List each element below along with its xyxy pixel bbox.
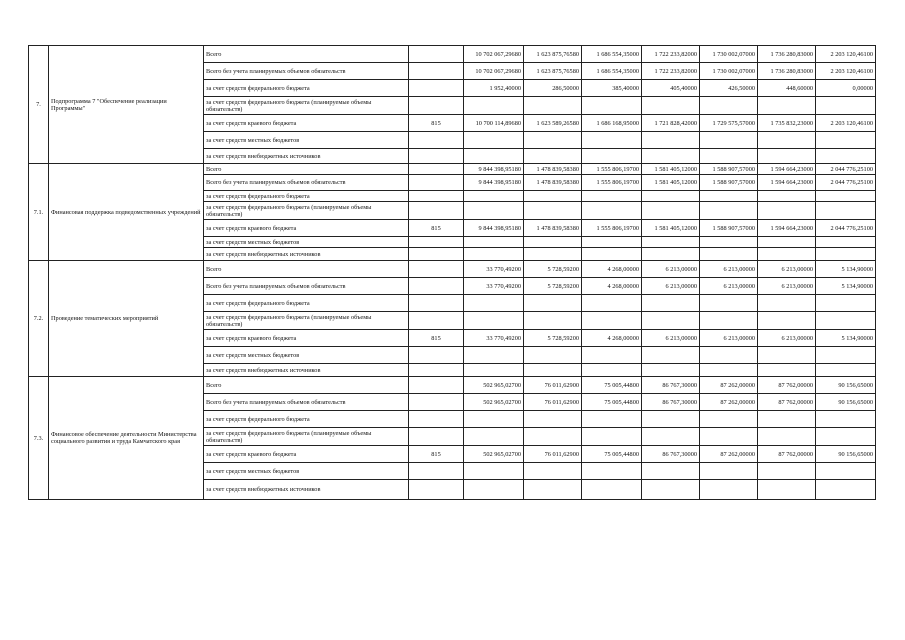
total-amount-cell xyxy=(464,411,524,428)
row-label: за счет средств краевого бюджета xyxy=(204,220,409,237)
year-amount-cell xyxy=(700,411,758,428)
total-amount-cell: 33 770,49200 xyxy=(464,261,524,278)
row-label: за счет средств местных бюджетов xyxy=(204,132,409,149)
total-amount-cell xyxy=(464,202,524,220)
year-amount-cell: 1 581 405,12000 xyxy=(642,164,700,175)
year-amount-cell xyxy=(524,347,582,364)
year-amount-cell xyxy=(816,364,876,377)
year-amount-cell xyxy=(642,191,700,202)
budget-table xyxy=(28,45,876,500)
year-amount-cell xyxy=(816,411,876,428)
section-name: Финансовая поддержка подведомственных учреждений xyxy=(49,164,204,261)
section-code: 7.1. xyxy=(29,164,49,261)
section-code: 7.3. xyxy=(29,377,49,500)
year-amount-cell: 87 762,00000 xyxy=(758,446,816,463)
total-amount-cell xyxy=(464,463,524,480)
year-amount-cell: 1 478 839,58380 xyxy=(524,164,582,175)
year-amount-cell xyxy=(816,463,876,480)
table-row xyxy=(29,46,876,63)
year-amount-cell: 5 728,59200 xyxy=(524,278,582,295)
row-label: за счет средств внебюджетных источников xyxy=(204,364,409,377)
total-amount-cell xyxy=(464,295,524,312)
year-amount-cell xyxy=(524,463,582,480)
year-amount-cell xyxy=(642,463,700,480)
row-label: Всего xyxy=(204,261,409,278)
year-amount-cell: 5 728,59200 xyxy=(524,330,582,347)
total-amount-cell: 502 965,02700 xyxy=(464,446,524,463)
year-amount-cell: 5 134,90000 xyxy=(816,278,876,295)
year-amount-cell: 86 767,30000 xyxy=(642,377,700,394)
year-amount-cell: 5 134,90000 xyxy=(816,261,876,278)
year-amount-cell: 405,40000 xyxy=(642,80,700,97)
row-label: за счет средств федерального бюджета (планируемые объемы обязательств) xyxy=(204,428,409,446)
year-amount-cell xyxy=(582,191,642,202)
row-label: за счет средств местных бюджетов xyxy=(204,463,409,480)
year-amount-cell xyxy=(700,237,758,248)
total-amount-cell: 9 844 398,95180 xyxy=(464,175,524,191)
total-amount-cell: 9 844 398,95180 xyxy=(464,220,524,237)
year-amount-cell xyxy=(700,202,758,220)
row-label: Всего без учета планируемых объемов обязательств xyxy=(204,63,409,80)
year-amount-cell: 1 721 828,42000 xyxy=(642,115,700,132)
year-amount-cell xyxy=(582,347,642,364)
year-amount-cell xyxy=(642,248,700,261)
year-amount-cell: 5 134,90000 xyxy=(816,330,876,347)
year-amount-cell: 5 728,59200 xyxy=(524,261,582,278)
year-amount-cell xyxy=(758,463,816,480)
row-label: Всего xyxy=(204,164,409,175)
row-label: за счет средств внебюджетных источников xyxy=(204,248,409,261)
year-amount-cell xyxy=(582,364,642,377)
year-amount-cell xyxy=(642,480,700,500)
year-amount-cell xyxy=(816,428,876,446)
year-amount-cell xyxy=(700,248,758,261)
total-amount-cell: 10 702 067,29680 xyxy=(464,46,524,63)
year-amount-cell xyxy=(524,428,582,446)
year-amount-cell: 6 213,00000 xyxy=(642,278,700,295)
year-amount-cell xyxy=(582,295,642,312)
budget-code: 815 xyxy=(409,330,464,347)
year-amount-cell: 1 735 832,23000 xyxy=(758,115,816,132)
year-amount-cell xyxy=(700,312,758,330)
year-amount-cell: 1 588 907,57000 xyxy=(700,175,758,191)
table-row xyxy=(29,377,876,394)
year-amount-cell: 87 262,00000 xyxy=(700,377,758,394)
year-amount-cell xyxy=(642,149,700,164)
row-label: за счет средств краевого бюджета xyxy=(204,330,409,347)
year-amount-cell xyxy=(700,480,758,500)
year-amount-cell xyxy=(582,149,642,164)
section-name: Подпрограмма 7 "Обеспечение реализации Программы" xyxy=(49,46,204,164)
year-amount-cell: 1 581 405,12000 xyxy=(642,220,700,237)
document-page xyxy=(28,45,876,500)
year-amount-cell xyxy=(642,295,700,312)
year-amount-cell xyxy=(524,312,582,330)
year-amount-cell: 2 044 776,25100 xyxy=(816,164,876,175)
total-amount-cell xyxy=(464,132,524,149)
row-label: за счет средств местных бюджетов xyxy=(204,237,409,248)
section-code: 7.2. xyxy=(29,261,49,377)
year-amount-cell xyxy=(700,347,758,364)
year-amount-cell xyxy=(816,248,876,261)
year-amount-cell xyxy=(524,248,582,261)
total-amount-cell: 33 770,49200 xyxy=(464,330,524,347)
year-amount-cell xyxy=(816,295,876,312)
row-label: за счет средств федерального бюджета (планируемые объемы обязательств) xyxy=(204,202,409,220)
year-amount-cell: 90 156,65000 xyxy=(816,446,876,463)
row-label: за счет средств федерального бюджета xyxy=(204,80,409,97)
year-amount-cell: 448,60000 xyxy=(758,80,816,97)
year-amount-cell xyxy=(758,248,816,261)
year-amount-cell: 1 588 907,57000 xyxy=(700,220,758,237)
total-amount-cell xyxy=(464,347,524,364)
year-amount-cell xyxy=(758,97,816,115)
year-amount-cell: 1 594 664,23000 xyxy=(758,175,816,191)
budget-code xyxy=(409,411,464,428)
year-amount-cell xyxy=(582,411,642,428)
total-amount-cell xyxy=(464,428,524,446)
year-amount-cell xyxy=(524,237,582,248)
year-amount-cell xyxy=(700,149,758,164)
year-amount-cell: 86 767,30000 xyxy=(642,394,700,411)
total-amount-cell: 9 844 398,95180 xyxy=(464,164,524,175)
year-amount-cell xyxy=(582,237,642,248)
year-amount-cell xyxy=(816,149,876,164)
year-amount-cell xyxy=(758,295,816,312)
total-amount-cell xyxy=(464,364,524,377)
year-amount-cell xyxy=(816,97,876,115)
year-amount-cell xyxy=(582,248,642,261)
budget-code xyxy=(409,80,464,97)
year-amount-cell xyxy=(582,312,642,330)
total-amount-cell: 1 952,40000 xyxy=(464,80,524,97)
budget-code xyxy=(409,278,464,295)
budget-code xyxy=(409,312,464,330)
year-amount-cell: 4 268,00000 xyxy=(582,330,642,347)
year-amount-cell xyxy=(642,202,700,220)
year-amount-cell: 6 213,00000 xyxy=(642,330,700,347)
total-amount-cell xyxy=(464,312,524,330)
total-amount-cell: 10 702 067,29680 xyxy=(464,63,524,80)
year-amount-cell: 1 555 806,19700 xyxy=(582,175,642,191)
budget-code xyxy=(409,394,464,411)
year-amount-cell xyxy=(524,97,582,115)
year-amount-cell: 87 762,00000 xyxy=(758,394,816,411)
row-label: за счет средств федерального бюджета (планируемые объемы обязательств) xyxy=(204,97,409,115)
year-amount-cell: 6 213,00000 xyxy=(700,261,758,278)
row-label: за счет средств федерального бюджета xyxy=(204,191,409,202)
section-code: 7. xyxy=(29,46,49,164)
year-amount-cell: 1 623 875,76580 xyxy=(524,63,582,80)
year-amount-cell xyxy=(524,295,582,312)
year-amount-cell: 6 213,00000 xyxy=(642,261,700,278)
year-amount-cell xyxy=(582,428,642,446)
year-amount-cell: 6 213,00000 xyxy=(700,278,758,295)
year-amount-cell xyxy=(758,364,816,377)
year-amount-cell xyxy=(700,364,758,377)
budget-code xyxy=(409,480,464,500)
table-row xyxy=(29,261,876,278)
year-amount-cell xyxy=(758,202,816,220)
year-amount-cell: 426,50000 xyxy=(700,80,758,97)
year-amount-cell xyxy=(758,428,816,446)
year-amount-cell: 1 686 554,35000 xyxy=(582,63,642,80)
budget-code xyxy=(409,248,464,261)
budget-code xyxy=(409,364,464,377)
year-amount-cell: 6 213,00000 xyxy=(700,330,758,347)
year-amount-cell: 76 011,62900 xyxy=(524,377,582,394)
row-label: за счет средств внебюджетных источников xyxy=(204,480,409,500)
year-amount-cell: 1 686 168,95000 xyxy=(582,115,642,132)
section-name: Проведение тематических мероприятий xyxy=(49,261,204,377)
total-amount-cell xyxy=(464,97,524,115)
budget-code xyxy=(409,428,464,446)
year-amount-cell: 1 736 280,83000 xyxy=(758,46,816,63)
year-amount-cell xyxy=(524,480,582,500)
total-amount-cell: 33 770,49200 xyxy=(464,278,524,295)
year-amount-cell: 1 736 280,83000 xyxy=(758,63,816,80)
year-amount-cell xyxy=(582,132,642,149)
year-amount-cell xyxy=(642,347,700,364)
year-amount-cell xyxy=(816,132,876,149)
year-amount-cell xyxy=(582,480,642,500)
budget-code xyxy=(409,261,464,278)
year-amount-cell: 4 268,00000 xyxy=(582,261,642,278)
row-label: за счет средств местных бюджетов xyxy=(204,347,409,364)
year-amount-cell: 1 722 233,82000 xyxy=(642,63,700,80)
total-amount-cell xyxy=(464,237,524,248)
year-amount-cell: 76 011,62900 xyxy=(524,446,582,463)
year-amount-cell: 90 156,65000 xyxy=(816,394,876,411)
year-amount-cell xyxy=(816,347,876,364)
total-amount-cell xyxy=(464,149,524,164)
year-amount-cell xyxy=(524,191,582,202)
year-amount-cell: 6 213,00000 xyxy=(758,278,816,295)
year-amount-cell: 87 762,00000 xyxy=(758,377,816,394)
budget-code xyxy=(409,149,464,164)
year-amount-cell: 1 722 233,82000 xyxy=(642,46,700,63)
row-label: Всего xyxy=(204,46,409,63)
year-amount-cell: 87 262,00000 xyxy=(700,394,758,411)
year-amount-cell xyxy=(642,237,700,248)
year-amount-cell xyxy=(758,411,816,428)
year-amount-cell: 1 594 664,23000 xyxy=(758,220,816,237)
budget-code xyxy=(409,202,464,220)
budget-code xyxy=(409,463,464,480)
row-label: за счет средств краевого бюджета xyxy=(204,115,409,132)
year-amount-cell: 75 005,44800 xyxy=(582,377,642,394)
year-amount-cell xyxy=(758,312,816,330)
year-amount-cell xyxy=(642,97,700,115)
year-amount-cell xyxy=(700,295,758,312)
year-amount-cell xyxy=(700,191,758,202)
year-amount-cell xyxy=(642,428,700,446)
year-amount-cell: 1 555 806,19700 xyxy=(582,164,642,175)
year-amount-cell: 1 623 589,26580 xyxy=(524,115,582,132)
year-amount-cell: 2 203 120,46100 xyxy=(816,115,876,132)
year-amount-cell xyxy=(700,428,758,446)
budget-code: 815 xyxy=(409,220,464,237)
year-amount-cell: 6 213,00000 xyxy=(758,330,816,347)
year-amount-cell xyxy=(758,237,816,248)
budget-code xyxy=(409,191,464,202)
row-label: за счет средств федерального бюджета (планируемые объемы обязательств) xyxy=(204,312,409,330)
year-amount-cell xyxy=(816,237,876,248)
budget-code xyxy=(409,46,464,63)
total-amount-cell: 502 965,02700 xyxy=(464,377,524,394)
year-amount-cell: 1 729 575,57000 xyxy=(700,115,758,132)
budget-code xyxy=(409,347,464,364)
year-amount-cell xyxy=(700,97,758,115)
year-amount-cell: 2 044 776,25100 xyxy=(816,220,876,237)
year-amount-cell xyxy=(524,132,582,149)
total-amount-cell: 10 700 114,89680 xyxy=(464,115,524,132)
year-amount-cell xyxy=(582,202,642,220)
year-amount-cell: 1 730 002,07000 xyxy=(700,46,758,63)
year-amount-cell: 1 588 907,57000 xyxy=(700,164,758,175)
year-amount-cell xyxy=(816,191,876,202)
row-label: за счет средств внебюджетных источников xyxy=(204,149,409,164)
total-amount-cell xyxy=(464,191,524,202)
year-amount-cell: 76 011,62900 xyxy=(524,394,582,411)
section-name: Финансовое обеспечение деятельности Министерства социального развития и труда Камчатского края xyxy=(49,377,204,500)
year-amount-cell: 87 262,00000 xyxy=(700,446,758,463)
year-amount-cell xyxy=(524,149,582,164)
year-amount-cell xyxy=(816,480,876,500)
total-amount-cell xyxy=(464,248,524,261)
year-amount-cell xyxy=(524,202,582,220)
year-amount-cell: 1 730 002,07000 xyxy=(700,63,758,80)
year-amount-cell: 1 581 405,12000 xyxy=(642,175,700,191)
year-amount-cell xyxy=(700,463,758,480)
year-amount-cell: 286,50000 xyxy=(524,80,582,97)
year-amount-cell: 1 478 839,58380 xyxy=(524,220,582,237)
year-amount-cell xyxy=(642,132,700,149)
year-amount-cell: 0,00000 xyxy=(816,80,876,97)
year-amount-cell: 1 555 806,19700 xyxy=(582,220,642,237)
budget-code xyxy=(409,63,464,80)
year-amount-cell: 86 767,30000 xyxy=(642,446,700,463)
row-label: Всего без учета планируемых объемов обязательств xyxy=(204,394,409,411)
row-label: за счет средств краевого бюджета xyxy=(204,446,409,463)
year-amount-cell xyxy=(582,463,642,480)
total-amount-cell: 502 965,02700 xyxy=(464,394,524,411)
year-amount-cell xyxy=(524,364,582,377)
budget-code xyxy=(409,175,464,191)
row-label: Всего без учета планируемых объемов обязательств xyxy=(204,175,409,191)
budget-code xyxy=(409,237,464,248)
year-amount-cell: 2 203 120,46100 xyxy=(816,63,876,80)
total-amount-cell xyxy=(464,480,524,500)
year-amount-cell: 385,40000 xyxy=(582,80,642,97)
table-row xyxy=(29,164,876,175)
year-amount-cell: 1 623 875,76580 xyxy=(524,46,582,63)
year-amount-cell xyxy=(524,411,582,428)
year-amount-cell xyxy=(700,132,758,149)
year-amount-cell xyxy=(642,312,700,330)
budget-code xyxy=(409,164,464,175)
year-amount-cell: 2 044 776,25100 xyxy=(816,175,876,191)
year-amount-cell xyxy=(816,312,876,330)
budget-code xyxy=(409,97,464,115)
row-label: Всего без учета планируемых объемов обязательств xyxy=(204,278,409,295)
budget-code: 815 xyxy=(409,115,464,132)
year-amount-cell xyxy=(816,202,876,220)
row-label: за счет средств федерального бюджета xyxy=(204,411,409,428)
year-amount-cell: 1 478 839,58380 xyxy=(524,175,582,191)
year-amount-cell: 75 005,44800 xyxy=(582,446,642,463)
year-amount-cell xyxy=(642,411,700,428)
year-amount-cell: 4 268,00000 xyxy=(582,278,642,295)
year-amount-cell xyxy=(758,132,816,149)
year-amount-cell: 1 686 554,35000 xyxy=(582,46,642,63)
year-amount-cell xyxy=(758,191,816,202)
budget-code xyxy=(409,377,464,394)
year-amount-cell: 75 005,44800 xyxy=(582,394,642,411)
row-label: за счет средств федерального бюджета xyxy=(204,295,409,312)
budget-code xyxy=(409,295,464,312)
budget-code xyxy=(409,132,464,149)
year-amount-cell: 1 594 664,23000 xyxy=(758,164,816,175)
year-amount-cell xyxy=(758,149,816,164)
year-amount-cell xyxy=(642,364,700,377)
year-amount-cell xyxy=(758,347,816,364)
year-amount-cell: 90 156,65000 xyxy=(816,377,876,394)
year-amount-cell xyxy=(582,97,642,115)
year-amount-cell: 6 213,00000 xyxy=(758,261,816,278)
row-label: Всего xyxy=(204,377,409,394)
year-amount-cell: 2 203 120,46100 xyxy=(816,46,876,63)
budget-code: 815 xyxy=(409,446,464,463)
year-amount-cell xyxy=(758,480,816,500)
